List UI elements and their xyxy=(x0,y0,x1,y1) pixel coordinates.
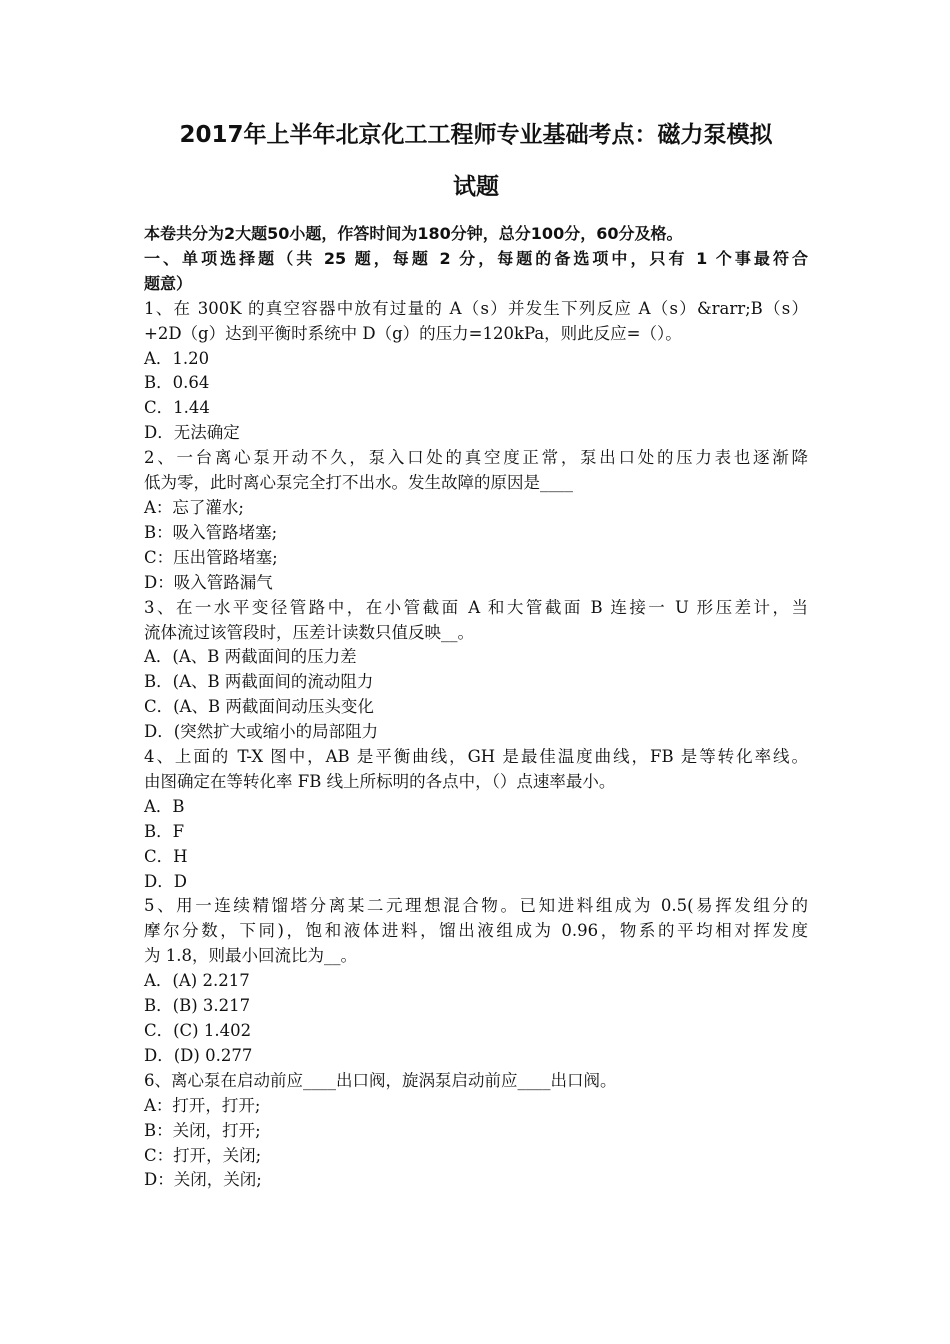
question-4-option-d: D．D xyxy=(144,871,187,891)
question-1-line-1: 1、在 300K 的真空容器中放有过量的 A（s）并发生下列反应 A（s）&rarr;B（s） xyxy=(144,298,808,318)
document-body xyxy=(144,222,808,1193)
document-title-line-2: 试题 xyxy=(453,174,499,200)
question-4-option-a: A．B xyxy=(144,796,185,816)
question-5-line-2: 摩尔分数，下同)，饱和液体进料，馏出液组成为 0.96，物系的平均相对挥发度 xyxy=(144,921,808,941)
question-5-line-1: 5、用一连续精馏塔分离某二元理想混合物。已知进料组成为 0.5(易挥发组分的 xyxy=(144,896,808,916)
question-1-option-a: A．1.20 xyxy=(144,348,210,368)
question-3-option-d: D．(突然扩大或缩小的局部阻力 xyxy=(144,722,379,742)
question-4-option-b: B．F xyxy=(144,821,185,841)
question-3-line-2: 流体流过该管段时，压差计读数只值反映__。 xyxy=(144,622,474,642)
question-5-option-c: C．(C) 1.402 xyxy=(144,1021,252,1040)
question-5-option-d: D．(D) 0.277 xyxy=(144,1045,253,1065)
question-4-line-1: 4、上面的 T-X 图中，AB 是平衡曲线，GH 是最佳温度曲线，FB 是等转化率线。 xyxy=(144,747,808,767)
question-2-option-c: C：压出管路堵塞; xyxy=(144,547,278,567)
question-1-option-d: D．无法确定 xyxy=(144,423,240,443)
question-6-line-1: 6、离心泵在启动前应____出口阀，旋涡泵启动前应____出口阀。 xyxy=(144,1070,617,1090)
question-2-line-2: 低为零，此时离心泵完全打不出水。发生故障的原因是____ xyxy=(144,473,573,493)
question-2-option-a: A：忘了灌水; xyxy=(144,497,244,517)
question-6-option-b: B：关闭，打开; xyxy=(144,1120,261,1140)
question-3-line-1: 3、在一水平变径管路中，在小管截面 A 和大管截面 B 连接一 U 形压差计，当 xyxy=(144,597,808,617)
question-6-option-c: C：打开，关闭; xyxy=(144,1145,262,1165)
question-6-option-d: D：关闭，关闭; xyxy=(144,1170,262,1190)
question-6-option-a: A：打开，打开; xyxy=(144,1095,261,1115)
question-3-option-c: C．(A、B 两截面间动压头变化 xyxy=(144,697,374,717)
question-5-option-b: B．(B) 3.217 xyxy=(144,996,251,1016)
question-2-line-1: 2、一台离心泵开动不久，泵入口处的真空度正常，泵出口处的压力表也逐渐降 xyxy=(144,448,808,468)
question-4-line-2: 由图确定在等转化率 FB 线上所标明的各点中，（）点速率最小。 xyxy=(144,771,616,791)
document-title-line-1: 2017年上半年北京化工工程师专业基础考点：磁力泵模拟 xyxy=(179,122,773,148)
question-3-option-b: B．(A、B 两截面间的流动阻力 xyxy=(144,672,374,692)
question-1-option-b: B．0.64 xyxy=(144,373,210,393)
section-heading-line-2: 题意） xyxy=(144,273,193,293)
question-5-line-3: 为 1.8，则最小回流比为__。 xyxy=(144,946,357,966)
question-5-option-a: A．(A) 2.217 xyxy=(144,971,250,991)
question-1-option-c: C．1.44 xyxy=(144,398,210,418)
exam-intro: 本卷共分为2大题50小题，作答时间为180分钟，总分100分，60分及格。 xyxy=(144,224,683,243)
question-4-option-c: C．H xyxy=(144,846,188,866)
question-3-option-a: A．(A、B 两截面间的压力差 xyxy=(144,647,357,667)
question-1-line-2: +2D（g）达到平衡时系统中 D（g）的压力=120kPa，则此反应=（）。 xyxy=(144,323,682,343)
question-2-option-d: D：吸入管路漏气 xyxy=(144,572,273,592)
section-heading-line-1: 一、单项选择题（共 25 题，每题 2 分，每题的备选项中，只有 1 个事最符合 xyxy=(144,248,808,268)
question-2-option-b: B：吸入管路堵塞; xyxy=(144,522,278,542)
